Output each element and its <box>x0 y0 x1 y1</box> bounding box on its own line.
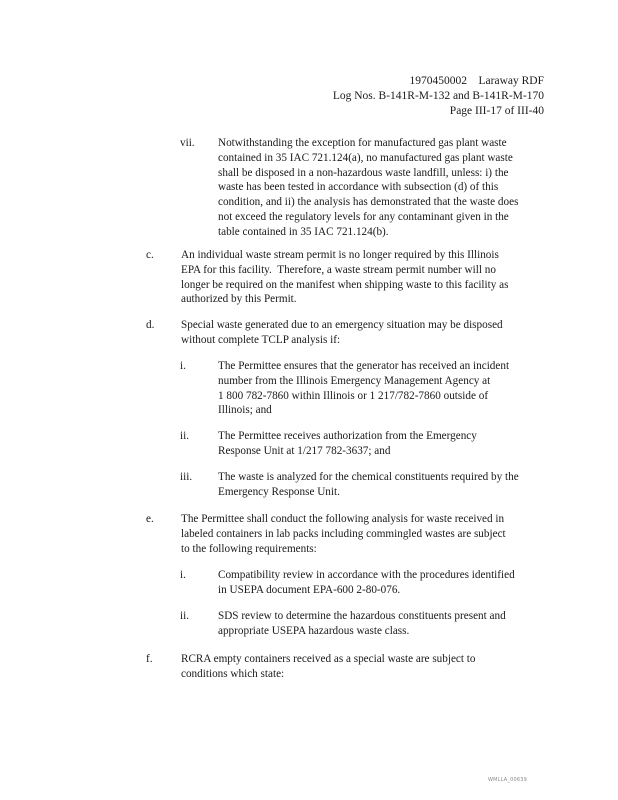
header-log-numbers: Log Nos. B-141R-M-132 and B-141R-M-170 <box>332 90 544 102</box>
bates-number: WMLLA_00639 <box>488 777 527 783</box>
text-line: EPA for this facility. Therefore, a waste stream permit number will no <box>181 263 496 276</box>
item-e-ii-marker: ii. <box>180 610 190 622</box>
item-d-i-marker: i. <box>180 360 186 372</box>
item-e-i-marker: i. <box>180 569 186 581</box>
text-line: to the following requirements: <box>181 542 317 555</box>
text-line: Notwithstanding the exception for manufactured gas plant waste <box>218 137 507 149</box>
text-line: SDS review to determine the hazardous constituents present and <box>218 610 506 622</box>
item-d-iii-text <box>218 470 519 500</box>
text-line: The Permittee receives authorization from the Emergency <box>218 430 477 442</box>
item-e-text <box>181 512 506 556</box>
text-line: contained in 35 IAC 721.124(a), no manufactured gas plant waste <box>218 151 513 164</box>
item-d-i-text <box>218 359 509 418</box>
text-line: 1 800 782-7860 within Illinois or 1 217/782-7860 outside of <box>218 389 489 402</box>
item-f-text <box>181 652 476 682</box>
text-line: table contained in 35 IAC 721.124(b). <box>218 225 389 238</box>
text-line: shall be disposed in a non-hazardous waste landfill, unless: i) the <box>218 166 509 179</box>
header-page-number: Page III-17 of III-40 <box>449 105 544 117</box>
item-d-text <box>181 318 503 348</box>
text-line: authorized by this Permit. <box>181 293 297 306</box>
text-line: without complete TCLP analysis if: <box>181 333 341 346</box>
text-line: labeled containers in lab packs including commingled wastes are subject <box>181 527 506 540</box>
item-e-ii-text <box>218 609 506 639</box>
item-c-text <box>181 248 508 307</box>
item-d-ii-marker: ii. <box>180 430 190 442</box>
text-line: not exceed the regulatory levels for any contaminant given in the <box>218 210 509 223</box>
text-line: longer be required on the manifest when shipping waste to this facility as <box>181 278 509 291</box>
item-e-i-text <box>218 568 515 598</box>
text-line: The Permittee ensures that the generator has received an incident <box>218 360 510 372</box>
item-d-marker: d. <box>146 319 155 331</box>
text-line: conditions which state: <box>181 667 285 680</box>
text-line: RCRA empty containers received as a special waste are subject to <box>181 653 476 665</box>
text-line: An individual waste stream permit is no longer required by this Illinois <box>181 249 499 261</box>
text-line: appropriate USEPA hazardous waste class. <box>218 624 410 637</box>
item-d-iii-marker: iii. <box>180 471 193 483</box>
item-c-marker: c. <box>146 249 154 261</box>
header-facility-line: 1970450002 Laraway RDF <box>409 75 544 87</box>
text-line: The Permittee shall conduct the following analysis for waste received in <box>181 513 505 525</box>
item-f-marker: f. <box>146 653 153 665</box>
text-line: Emergency Response Unit. <box>218 485 340 498</box>
text-line: Special waste generated due to an emergency situation may be disposed <box>181 319 503 331</box>
item-vii-text <box>218 136 518 240</box>
item-vii-marker: vii. <box>180 137 195 149</box>
text-line: in USEPA document EPA-600 2-80-076. <box>218 583 401 596</box>
text-line: Response Unit at 1/217 782-3637; and <box>218 444 391 457</box>
page-header <box>333 74 544 119</box>
text-line: Illinois; and <box>218 404 272 417</box>
item-e-marker: e. <box>146 513 154 525</box>
text-line: Compatibility review in accordance with the procedures identified <box>218 569 515 581</box>
text-line: condition, and ii) the analysis has demonstrated that the waste does <box>218 196 519 209</box>
item-d-ii-text <box>218 429 477 459</box>
text-line: waste has been tested in accordance with subsection (d) of this <box>218 181 499 194</box>
text-line: The waste is analyzed for the chemical constituents required by the <box>218 471 519 483</box>
text-line: number from the Illinois Emergency Management Agency at <box>218 374 491 387</box>
